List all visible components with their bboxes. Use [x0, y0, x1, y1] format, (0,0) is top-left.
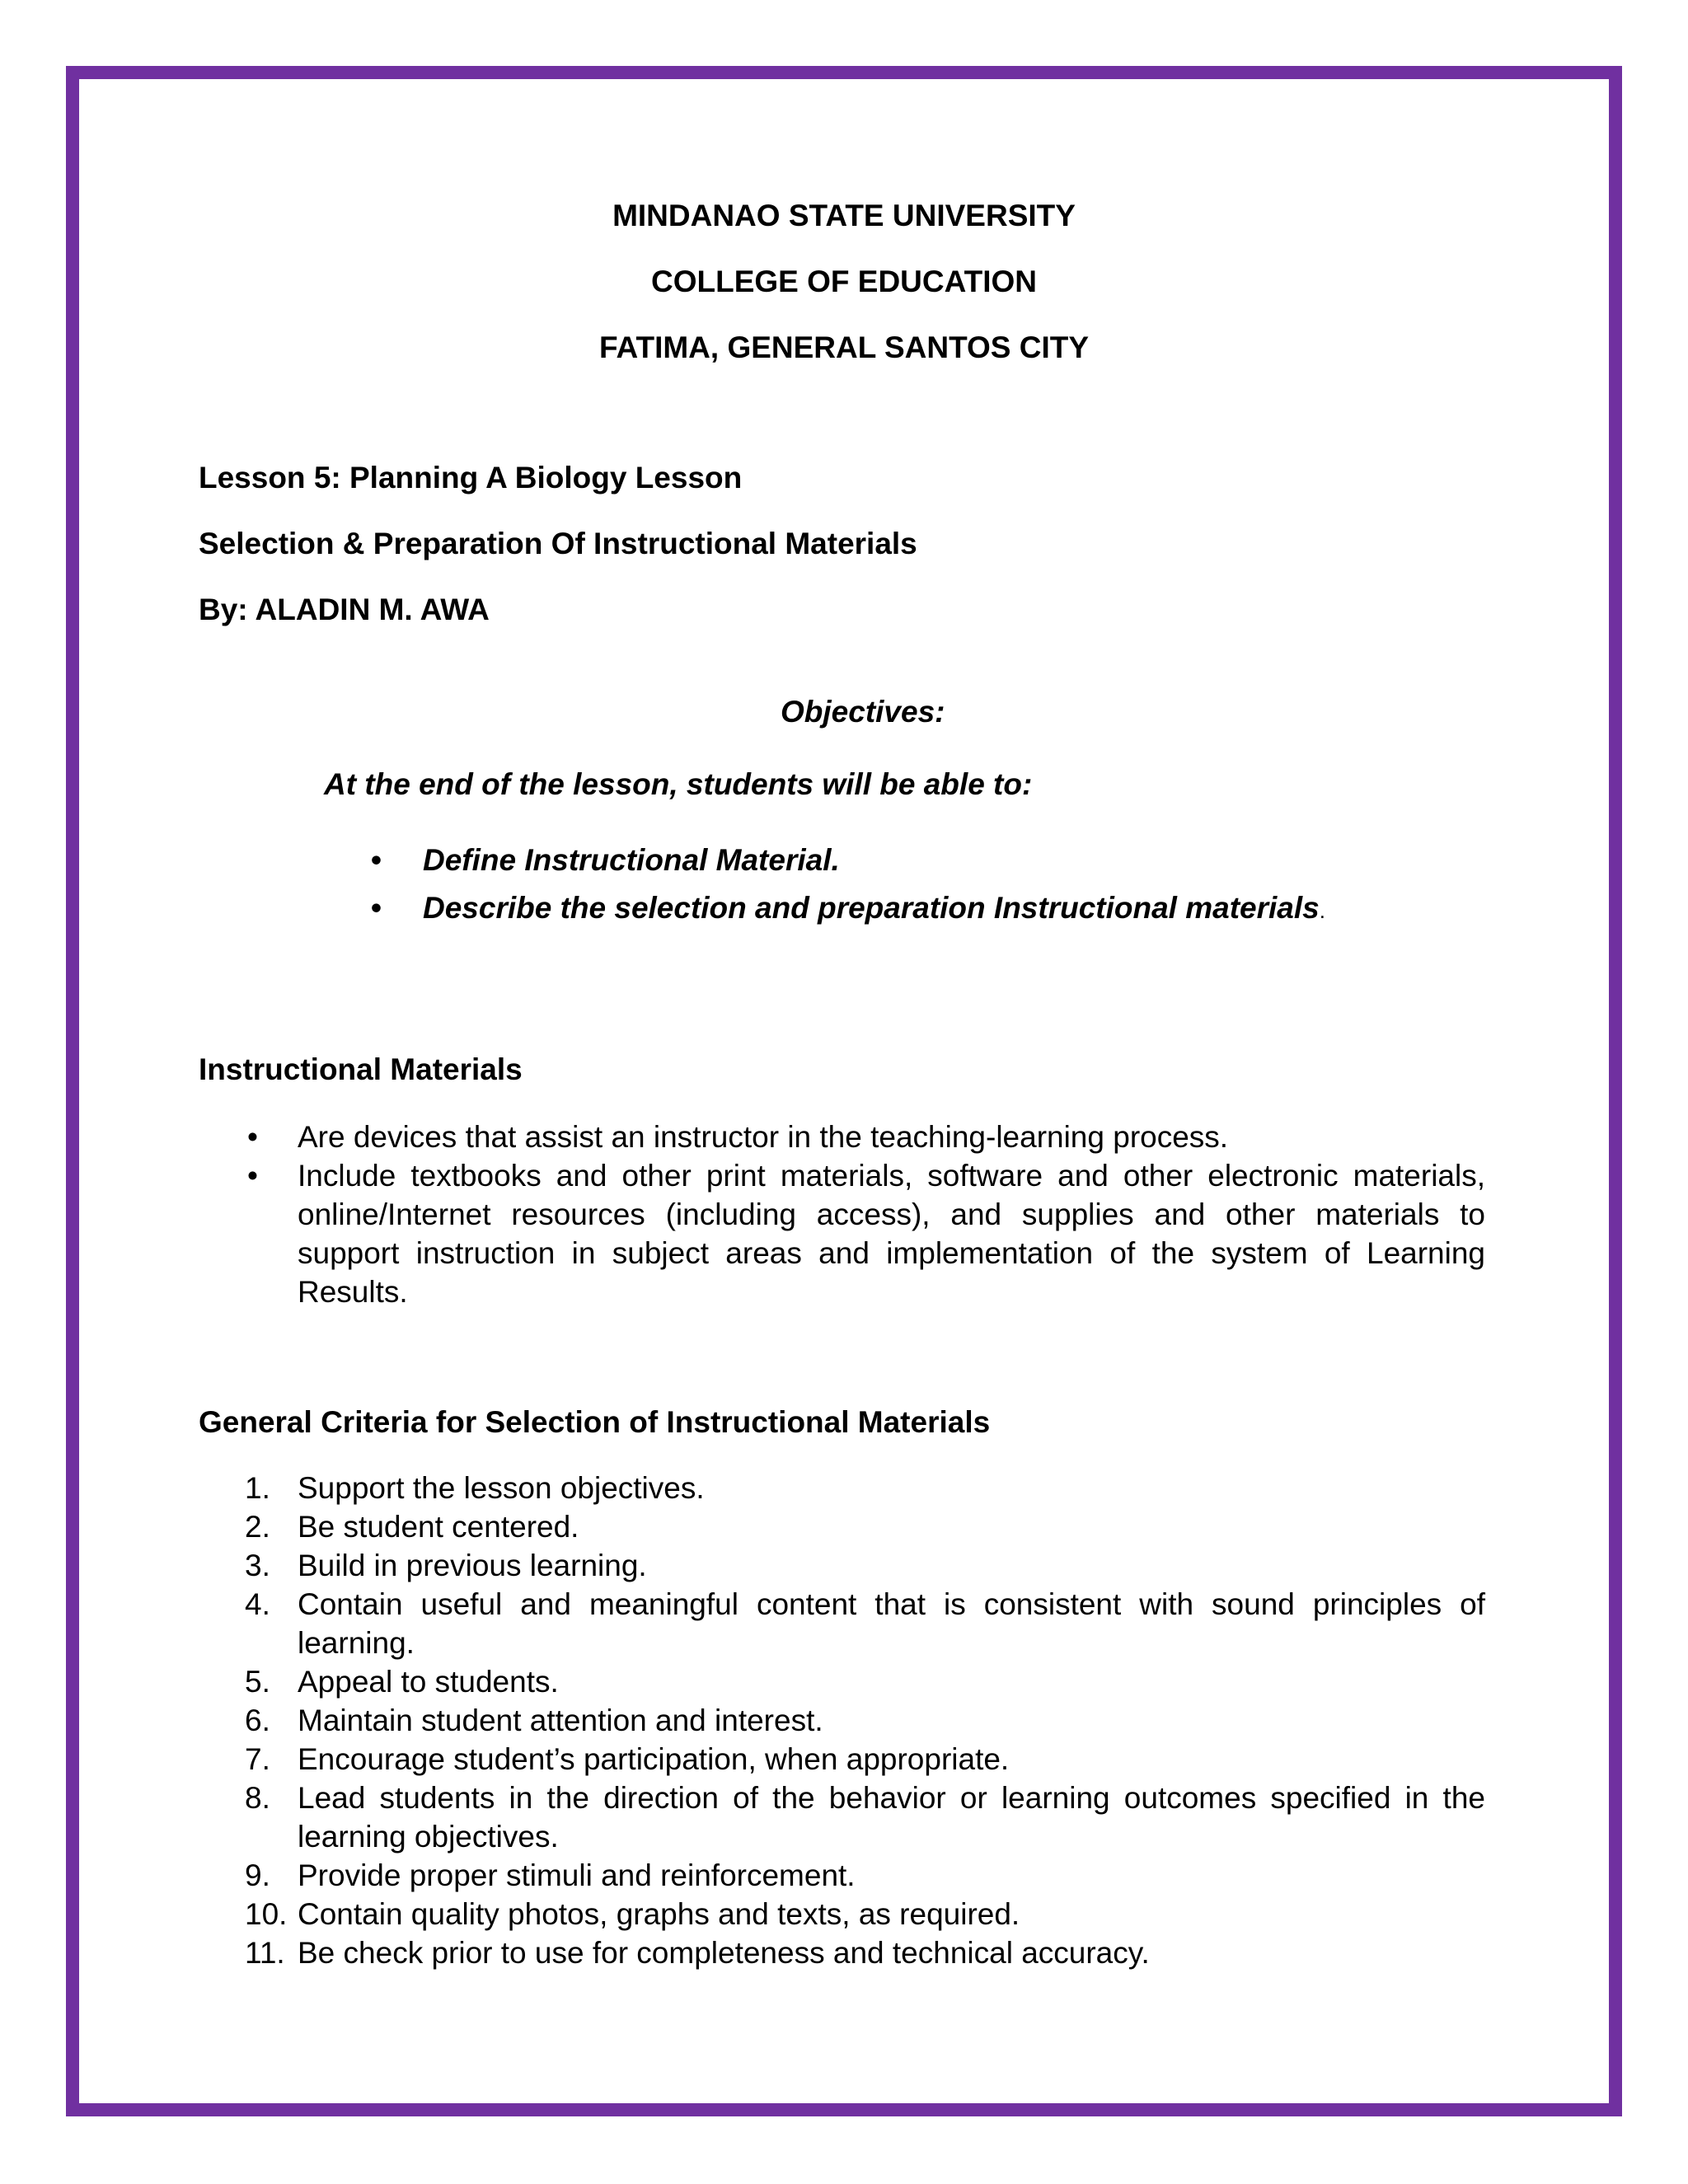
list-item-text: Support the lesson objectives. — [298, 1471, 705, 1505]
list-number: 11. — [245, 1936, 285, 1970]
list-item-text: Encourage student’s participation, when appropriate. — [298, 1742, 1010, 1776]
list-number: 8. — [245, 1781, 270, 1815]
objectives-title: Objectives: — [781, 695, 945, 729]
list-item — [247, 1156, 1485, 1311]
list-number: 6. — [245, 1704, 270, 1737]
list-item — [247, 1933, 1485, 1972]
list-item — [247, 1469, 1485, 1507]
list-item-text: Contain quality photos, graphs and texts, as required. — [298, 1897, 1020, 1931]
list-item-text: Are devices that assist an instructor in the teaching-learning process. — [298, 1120, 1229, 1154]
list-item — [247, 1701, 1485, 1740]
list-number: 3. — [245, 1549, 270, 1582]
list-item — [247, 1585, 1485, 1662]
lesson-title: Lesson 5: Planning A Biology Lesson — [199, 461, 743, 494]
list-item — [247, 1118, 1485, 1156]
list-number: 10. — [245, 1897, 288, 1931]
criteria-list — [247, 1469, 1485, 1972]
list-item-text: Build in previous learning. — [298, 1549, 647, 1582]
bullet-icon: • — [371, 891, 382, 925]
list-item — [247, 1662, 1485, 1701]
lesson-subtitle: Selection & Preparation Of Instructional Materials — [199, 527, 917, 560]
list-number: 7. — [245, 1742, 270, 1776]
list-item-text: Maintain student attention and interest. — [298, 1704, 823, 1737]
list-item-text: Lead students in the direction of the behavior or learning outcomes specified in the learning objectives. — [298, 1781, 1485, 1854]
list-item-text: Include textbooks and other print materials, software and other electronic materials, online/Internet resources (including access), and supplies and other materials to support instruction in subject areas and implementation of the system of Learning Results. — [298, 1159, 1485, 1309]
list-item — [247, 1779, 1485, 1856]
instructional-materials-list — [247, 1118, 1485, 1311]
objective-text-main: Describe the selection and preparation Instructional materials — [423, 891, 1320, 925]
list-item — [247, 1895, 1485, 1933]
bullet-icon: • — [247, 1120, 258, 1154]
objective-text: Define Instructional Material. — [423, 843, 840, 877]
objectives-intro: At the end of the lesson, students will be able to: — [324, 767, 1033, 801]
list-item — [247, 1740, 1485, 1779]
college-name: COLLEGE OF EDUCATION — [651, 265, 1037, 298]
bullet-icon: • — [247, 1159, 258, 1193]
list-item — [247, 1546, 1485, 1585]
list-item-text: Contain useful and meaningful content that is consistent with sound principles of learning. — [298, 1587, 1485, 1660]
list-item-text: Provide proper stimuli and reinforcement. — [298, 1858, 856, 1892]
list-number: 2. — [245, 1510, 270, 1544]
list-item-text: Be student centered. — [298, 1510, 579, 1544]
list-number: 9. — [245, 1858, 270, 1892]
university-name: MINDANAO STATE UNIVERSITY — [612, 199, 1076, 232]
list-item-text: Be check prior to use for completeness and technical accuracy. — [298, 1936, 1150, 1970]
bullet-icon: • — [371, 843, 382, 877]
list-number: 5. — [245, 1665, 270, 1699]
list-number: 1. — [245, 1471, 270, 1505]
objective-text — [423, 890, 1325, 929]
list-number: 4. — [245, 1587, 270, 1621]
list-item — [247, 1507, 1485, 1546]
criteria-heading: General Criteria for Selection of Instructional Materials — [199, 1405, 991, 1439]
objective-trailing-period: . — [1319, 898, 1325, 923]
list-item-text: Appeal to students. — [298, 1665, 559, 1699]
location-line: FATIMA, GENERAL SANTOS CITY — [598, 330, 1090, 364]
list-item — [247, 1856, 1485, 1895]
lesson-author: By: ALADIN M. AWA — [199, 593, 490, 626]
instructional-materials-heading: Instructional Materials — [199, 1052, 523, 1086]
